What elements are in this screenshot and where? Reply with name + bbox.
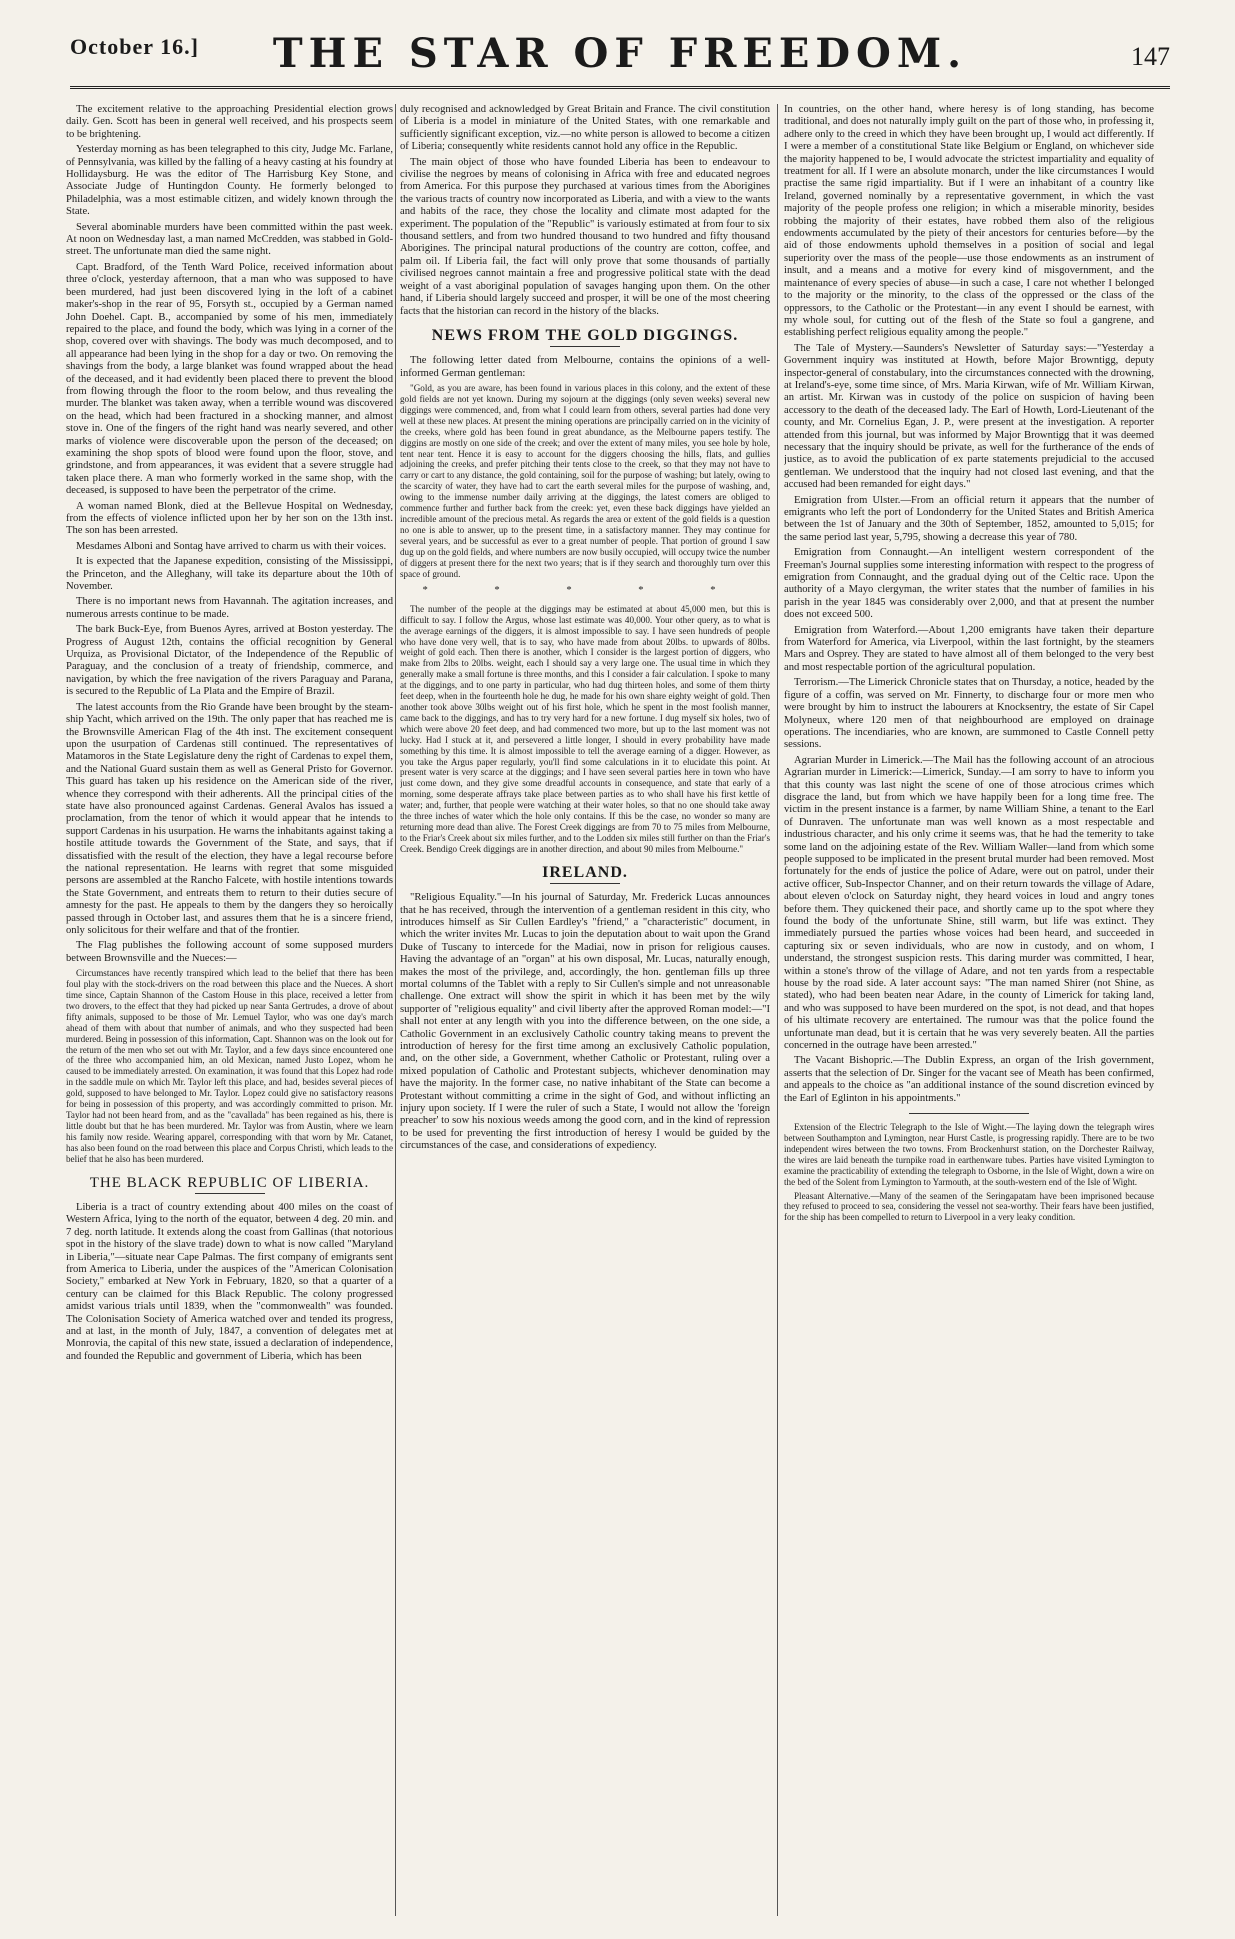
- paragraph: The Vacant Bishopric.—The Dublin Express, an organ of the Irish government, asserts that the selection of Dr. Singer for the vacant see of Meath has been confirmed, and appeals to the choice as "an additional instance of the sound discretion evinced by the Earl of Eglinton in his appointments.": [784, 1055, 1154, 1104]
- paragraph: The Tale of Mystery.—Saunders's Newsletter of Saturday says:—"Yesterday a Government inquiry was instituted at Howth, before Major Browntigg, deputy inspector-general of constabulary, into the circumstances connected with the drowning, at Ireland's-eye, some time since, of Mrs. Maria Kirwan, wife of Mr. William Kirwan, an artist. Mr. Kirwan was in custody of the police on suspicion of having been accessory to the death of the deceased lady. The Earl of Howth, Lord-Lieutenant of the county, and Mr. Cornelius Egan, J. P., were present at the investigation. A reporter attended from this journal, but was informed by Major Browntigg that it was deemed necessary that the inquiry should be private, as well for the furtherance of the ends of justice, as to avoid the publication of ex parte statements prejudicial to the accused gentleman. We understood that the inquiry had not closed last evening, and that the accused had been remanded for eight days.": [784, 342, 1154, 491]
- paragraph: Mesdames Alboni and Sontag have arrived to charm us with their voices.: [76, 540, 387, 552]
- paragraph: Extension of the Electric Telegraph to the Isle of Wight.—The laying down the telegraph wires between Southampton and Lymington, near Hurst Castle, is progressing rapidly. There are to be two independent wires between the two towns. From Brockenhurst station, on the Dorchester Railway, the wires are laid beneath the turnpike road in earthenware tubes. Parties have visited Lymington to examine the practicability of extending the telegraph to Osborne, in the Isle of Wight, down a wire on the bed of the Solent from Lymington to Yarmouth, at the south-western end of the Isle of Wight.: [784, 1122, 1154, 1187]
- paragraph: Emigration from Ulster.—From an official return it appears that the number of emigrants who left the port of Londonderry for the United States and British America between the 1st of January and the 30th of September, 1852, amounted to 5,015; for the same period last year, 5,795, showing a decrease this year of 780.: [784, 494, 1154, 543]
- paragraph: The latest accounts from the Rio Grande have been brought by the steam-ship Yacht, which arrived on the 19th. The only paper that has reached me is the Brownsville American Flag of the 4th inst. The excitement consequent upon the usurpation of Cardenas still continued. The representatives of Matamoros in the State Legislature deny the right of Cardenas to expel them, and the National Guard sustain them as well as General Pristo for Governor. This guard has taken up his residence on the American side of the river, whence they correspond with their adherents. All the principal cities of the state have also pronounced against Cardenas. General Avalos has issued a proclamation, from the tenor of which it would appear that he intends to support Cardenas in his usurpation. He warns the inhabitants against taking a hostile attitude towards the Government of the State, and says, that if dissatisfied with the result of the election, they have a legal recourse before the national representation. He learns with regret that some misguided persons are assembled at the Rancho Falcete, with hostile intentions towards the State Government, and entreats them to return to their duties secure of amnesty for the past. He appeals to them by the dangers they so heroically passed through in October last, and assures them that he is a sincere friend, only solicitous for their welfare and that of the frontier.: [66, 701, 393, 936]
- paragraph: A woman named Blonk, died at the Bellevue Hospital on Wednesday, from the effects of violence inflicted upon her by her son on the 13th inst. The son has been arrested.: [66, 500, 393, 537]
- paragraph: Terrorism.—The Limerick Chronicle states that on Thursday, a notice, headed by the figure of a coffin, was served on Mr. Finnerty, to discharge four or more men who were brought by him to instruct the labourers at Knocksentry, the estate of Sir Capel Molyneux, where 120 men of that neighbourhood are employed on drainage operations. The incendiaries, who are known, are summoned to Castle Connell petty sessions.: [784, 677, 1154, 751]
- paragraph: Yesterday morning as has been telegraphed to this city, Judge Mc. Farlane, of Pennsylvania, was killed by the falling of a heavy casting at his foundry at Hollidaysburg. He was the editor of The Harrisburg Key Stone, and Associate Judge of Huntingdon County. He formerly belonged to Philadelphia, was a most estimable citizen, and widely known through the State.: [66, 144, 393, 218]
- paragraph: Capt. Bradford, of the Tenth Ward Police, received information about three o'clock, yesterday afternoon, that a man who was supposed to have been murdered, had just been discovered lying in the loft of a cabinet maker's-shop in the rear of 95, Forsyth st., occupied by a German named John Doehel. Capt. B., accompanied by some of his men, immediately repaired to the place, and found the body, which was lying in a corner of the shop, covered over with shavings. The body was much decomposed, and to all appearance had been lying in the shop for a day or two. On removing the shavings from the body, a large blanket was found wrapped about the head of the deceased, and it had evidently been placed there to prevent the blood from flowing through the floor to the room below, and thus revealing the murder. The blanket was taken away, when a terrible wound was discovered on the head, which had been fractured in a shocking manner, and almost stove in. One of the fingers of the right hand was nearly severed, and other marks of violence were discoverable upon the person of the deceased; on examining the shop spots of blood were found upon the floor, stove, and grindstone, and from appearances, it was evident that a severe struggle had taken place there. A man who formerly worked in the same shop, with the deceased, is supposed to have been the perpetrator of the crime.: [66, 261, 393, 497]
- column-2: [400, 104, 770, 1916]
- page-number: 147: [1131, 42, 1170, 71]
- paragraph: The main object of those who have founded Liberia has been to endeavour to civilise the negroes by means of colonising in Africa with free and educated negroes from America. For this purpose they purchased at various times from the Aborigines the various tracts of country now incorporated as Liberia, and with a view to the wants and habits of the race, they chose the locality and climate most adapted for the experiment. The population of the "Republic" is variously estimated at from four to six thousand settlers, and from two hundred thousand to two hundred and fifty thousand Aborigines. The principal natural productions of the country are cotton, coffee, and palm oil. If Liberia fail, the fact will only prove that some thousands of partially civilised negroes cannot maintain a free and progressive political state with the dead weight of a vast aboriginal population of savages hanging upon them. On the other hand, if Liberia should largely succeed and prosper, it will be one of the most cheering facts that the historian can record in the history of the blacks.: [400, 156, 770, 317]
- paragraph: Emigration from Waterford.—About 1,200 emigrants have taken their departure from Waterford for America, via Liverpool, within the last fortnight, by the steamers Mars and Osprey. They are stated to have almost all of them belonged to the very best and most respectable portion of the agricultural population.: [784, 624, 1154, 673]
- paragraph: duly recognised and acknowledged by Great Britain and France. The civil constitution of Liberia is a model in miniature of the United States, with one remarkable and sufficiently significant exception, viz.—no white person is allowed to become a citizen of Liberia; consequently white residents cannot hold any office in the Republic.: [400, 104, 770, 153]
- paragraph: Several abominable murders have been committed within the past week. At noon on Wednesday last, a man named McCredden, was stabbed in Gold-street. The unfortunate man died the same night.: [66, 221, 393, 258]
- quoted-paragraph: "Gold, as you are aware, has been found in various places in this colony, and the extent of these gold fields are not yet known. During my sojourn at the diggings (only seven weeks) several new diggings were commenced, and, from what I could learn from others, several parties had done very well at these new places. At present the mining operations are principally carried on in the vicinity of the creeks, where gold has been found in great abundance, as the Melbourne papers testify. The diggins are mostly on one side of the creek; and over the extent of many miles, you see hole by hole, tent near tent. Hence it is easy to account for the diggers choosing the hills, flats, and gullies adjoining the creeks, and prefer pitching their tents close to the creek, so that they may not have to carry or cart to any distance, the gold containing, soil for the purpose of washing; but lately, owing to the scarcity of water, they have had to cart the earth several miles for the purpose of washing, and, owing to the immense number daily arriving at the diggings, the latest comers are obliged to commence further and further back from the creek: yet, even these back diggings have yielded an incredible amount of the precious metal. As regards the area or extent of the gold fields is a question no one is able to answer, up to the present time, in a satisfactory manner. They may continue for several years, and be successful as ever to a great number of people. That portion of ground I saw dug up on the gold fields, and where numbers are now busily occupied, will occupy twice the number of diggers at present there for the next two years; that is if they search and thoroughly turn over this space of ground.: [400, 383, 770, 579]
- paragraph: The excitement relative to the approaching Presidential election grows daily. Gen. Scott has been in general well received, and his prospects seem to be brightening.: [66, 104, 393, 140]
- quoted-paragraph: Circumstances have recently transpired which lead to the belief that there has been foul play with the stock-drivers on the road between this place and the Nueces. A short time since, Captain Shannon of the Castom House in this place, received a letter from two drovers, to the effect that they had picked up near Santa Gertrudes, a drove of about fifty animals, supposed to be those of Mr. Lemuel Taylor, who was one day's march ahead of them with about that number of animals, and who they suspected had been murdered. Being in possession of this information, Capt. Shannon was on the look out for the return of the men who set out with Mr. Taylor, and a few days since encountered one of the three who accompanied him, an old Mexican, named Justo Lopez, whom he caused to be immediately arrested. On examination, it was found that this Lopez had rode in the saddle mule on which Mr. Taylor left this place, and had, besides several pieces of gold, supposed to have belonged to Mr. Taylor. Lopez could give no satisfactory reasons for being in possession of this property, and was accordingly committed to prison. Mr. Taylor had not been heard from, and as the "cavallada" has been regained as his, there is little doubt but that he has been murdered. Mr. Taylor was from Austin, where we learn his family now reside. Wearing apparel, corresponding with that worn by Mr. Catanet, has also been found on the road between this place and Corpus Christi, which leads to the belief that he also has been murdered.: [66, 968, 393, 1164]
- masthead: [70, 30, 1170, 92]
- paragraph: The bark Buck-Eye, from Buenos Ayres, arrived at Boston yesterday. The Progress of August 12th, contains the official recognition by General Urquiza, as Provisional Dictator, of the Independence of the Republic of Paraguay, and the conclusion of a treaty of friendship, commerce, and navigation, by which the free navigation of the rivers Paraguay and Parana, is secured to the Republic of La Plata and the Empire of Brazil.: [66, 624, 393, 698]
- header-rule: [70, 86, 1170, 89]
- gold-diggings-heading: NEWS FROM THE GOLD DIGGINGS.: [431, 326, 739, 344]
- paragraph: It is expected that the Japanese expedition, consisting of the Mississippi, the Princeton, and the Alleghany, will take its departure about the 10th of November.: [66, 556, 393, 593]
- paragraph: The following letter dated from Melbourne, contains the opinions of a well-informed German gentleman:: [400, 355, 770, 379]
- paragraph: In countries, on the other hand, where heresy is of long standing, has become traditional, and does not naturally imply guilt on the part of those who, in professing it, adhere only to the creed in which they have been brought up, I would act differently. If I were a member of a constitutional State like Belgium or England, on whichever side the majority happened to be, I would advocate the strictest impartiality and equality of treatment for all. If I were an absolute monarch, under the like circumstances I would practise the same rigid impartiality. But if I were an inhabitant of a country like Ireland, governed nominally by a representative government, in which the vast majority of the people profess one religion; in which a miserable minority, besides robbing the majority of their estates, have robbed them also of the religious endowments accumulated by the piety of their ancestors for centuries before—by the aid of those endowments uphold themselves in a position of social and legal superiority over the mass of the people—use those endowments as an instrument of insult, and a means and a motive for every kind of misgovernment, and the maintenance of every species of abuse—in such a case, I care not whether I belonged to the majority or the minority, to the class of the oppressed or the class of the oppressors, to the Catholic or the Protestant—in any event I should be earnest, with my whole soul, for cutting out of the flesh of the State so foul a gangrene, and establishing perfect religious equality among the people.": [784, 104, 1154, 339]
- liberia-heading: THE BLACK REPUBLIC OF LIBERIA.: [89, 1174, 370, 1191]
- paragraph: "Religious Equality."—In his journal of Saturday, Mr. Frederick Lucas announces that he has received, through the intervention of a gentleman resident in this city, who introduces himself as Sir Cullen Eardley's "friend," a "characteristic" document, in which the writer invites Mr. Lucas to join the deputation about to wait upon the Grand Duke of Tuscany to intercede for the Madiai, now in prison for religious causes. Having the advantage of an "organ" at his own disposal, Mr. Lucas, naturally enough, makes the most of the privilege, and, accordingly, the hon. gentleman fills up three mortal columns of the Tablet with a reply to Sir Cullen's simple and not unreasonable challenge. One extract will show the spirit in which it has been met by the wily supporter of "religious equality" and civil liberty after the approved Roman model:—"I shall not enter at any length with you into the difference between, on the one side, a Catholic Government in an exclusively Catholic country taking means to prevent the introduction of heresy for the first time among an exclusively Catholic population, and, on the other side, a Government, whether Catholic or Protestant, ruling over a mixed population of Catholic and Protestant subjects, whichever denomination may have the majority. In the former case, no native inhabitant of the State can become a Protestant without committing a crime in the sight of God, and without inflicting an injury upon society. If I were the ruler of such a State, I would not allow the 'foreign preacher' to sow his noxious weeds among the good corn, and in the kind of repression to be used for preventing the first introduction of heresy I would be guided by the circumstances of the case, and considerations of expediency.: [400, 892, 770, 1152]
- paragraph: Pleasant Alternative.—Many of the seamen of the Seringapatam have been imprisoned because they refused to proceed to sea, considering the vessel not sea-worthy. Their fears have been justified, for the ship has been compelled to return to Liverpool in a very leaky condition.: [784, 1190, 1154, 1223]
- paragraph: Agrarian Murder in Limerick.—The Mail has the following account of an atrocious Agrarian murder in Limerick:—Limerick, Sunday.—I am sorry to have to inform you that this county was last night the scene of one of those atrocious crimes which disgrace the land, but from which we have happily been for a long time free. The victim in the present instance is a farmer, by name William Shine, a tenant to the Earl of Dunraven. The unfortunate man was well known as a most respectable and industrious character, and his only crime it seems was, that he had the temerity to take some land on the adjoining estate of the Rev. William Waller—land from which some people supposed to be implicated in the present brutal murder had been removed. Most fortunately for the ends of justice the police of Adare, were out on patrol, under their active officer, Sub-Inspector Channer, and on their return towards the village of Adare, about eleven o'clock on Saturday night, they heard voices in loud and angry tones before them. They quickened their pace, and shortly came up to the spot where they found the body of the unfortunate Shine, still warm, but life was extinct. They immediately pursued the parties whose voices had been heard, and succeeded in capturing six or seven individuals, who are now in custody, and on whom, I understand, the strongest suspicion rests. This daring murder was committed, I hear, within a stone's throw of the village of Adare, and not ten yards from a respectable house by the road side. A later account says: "The man named Shirer (not Shine, as stated), who had been beaten near Adare, in the county of Limerick for taking land, and who was supposed to have been murdered on the spot, is not dead, and that hopes of his ultimate recovery are entertained. The rumour was that the police found the unfortunate man dead, but it is certain that he was very severely beaten. All the parties concerned in the outrage have been arrested.": [784, 754, 1154, 1052]
- paragraph: Emigration from Connaught.—An intelligent western correspondent of the Freeman's Journal supplies some interesting information with respect to the progress of emigration from Connaught, and the gradual dying out of the Celtic race. Upon the authority of a Mayo clergyman, the writer states that the number of families in his parish in the year 1845 was considerably over 2,000, and that at present the number does not exceed 500.: [784, 547, 1154, 621]
- column-1: [66, 104, 393, 1916]
- column-divider: [395, 104, 396, 1916]
- heading-rule: [550, 883, 620, 884]
- issue-date: October 16.]: [70, 34, 199, 59]
- paragraph: Liberia is a tract of country extending about 400 miles on the coast of Western Africa, lying to the north of the equator, between 4 deg. 20 min. and 7 deg. north latitude. It extends along the coast from Gallinas (that notorious spot in the history of the slave trade) down to what is now called "Maryland in Liberia,"—situate near Cape Palmas. The first company of emigrants sent from America to Liberia, under the auspices of the "American Colonisation Society," embarked at New York in February, 1820, so that a quarter of a century can be claimed for this Black Republic. The colony progressed amidst various trials until 1839, when the "commonwealth" was founded. The Colonisation Society of America watched over and tended its progress, and at last, in the month of July, 1847, a convention of delegates met at Monrovia, the capital of this new state, issued a declaration of independence, and founded the Republic and government of Liberia, which has been: [66, 1201, 393, 1362]
- paragraph: The Flag publishes the following account of some supposed murders between Brownsville and the Nueces:—: [66, 940, 393, 964]
- ireland-heading: IRELAND.: [542, 863, 628, 881]
- column-divider: [777, 104, 778, 1916]
- section-rule: [909, 1113, 1029, 1114]
- heading-rule: [550, 346, 620, 347]
- column-3: [784, 104, 1154, 1916]
- paragraph: There is no important news from Havannah. The agitation increases, and numerous arrests continue to be made.: [66, 596, 393, 620]
- heading-rule: [195, 1193, 265, 1194]
- quoted-paragraph: The number of the people at the diggings may be estimated at about 45,000 men, but this is difficult to say. I follow the Argus, whose last estimate was 40,000. Your other query, as to what is the average earnings of the diggers, it is almost impossible to say. I have seen hundreds of people who have done very well, that is to say, who have made from about 20lbs. to upwards of 80lbs. weight of gold each. Then there is another, which I consider is the largest portion of diggers, who make from 2lbs to 20lbs. weight, each I should say a very large one. The usual time in which they generally make a small fortune is three months, and this I consider a fair calculation. I spoke to many at the diggings, and to one party in particular, who had dug thirteen holes, and some of them thirty feet deep, when in the fourteenth hole he dug, he made for his own share eighty weight of gold. Then another took above 30lbs weight out of his first hole, which he spent in the most foolish manner, came back to the diggings, and has to try very hard for a new fortune. I dug myself six holes, two of which were above 20 feet deep, and had commenced two more, but up to the last moment was not lucky. Had I stuck at it, and persevered a little longer, I should in every probability have made something by this time. It is almost impossible to tell the average earning of a digger. However, as you take the Argus paper regularly, you'll find some calculations in it to elucidate this point. At present water is very scarce at the diggings; and I have seen several parties here in town who have just come down, and they give some dreadful accounts in consequence, and state that early of a morning, some desperate affrays take place between parties as to who shall have his first kettle of water; and, further, that people were watching at their water holes, so that no one should take away the three inches of water which the hole only contains. If this be the case, no wonder so many are returning more dead than alive. The Forest Creek diggings are from 70 to 75 miles from Melbourne, to the Friar's Creek about six miles further, and to the Lodden six miles still further on than the Friar's Creek. Bendigo Creek diggings are in another direction, and about 90 miles from Melbourne.": [400, 603, 770, 854]
- paper-title: THE STAR OF FREEDOM.: [272, 30, 968, 77]
- section-break-stars: * * * * *: [422, 585, 748, 597]
